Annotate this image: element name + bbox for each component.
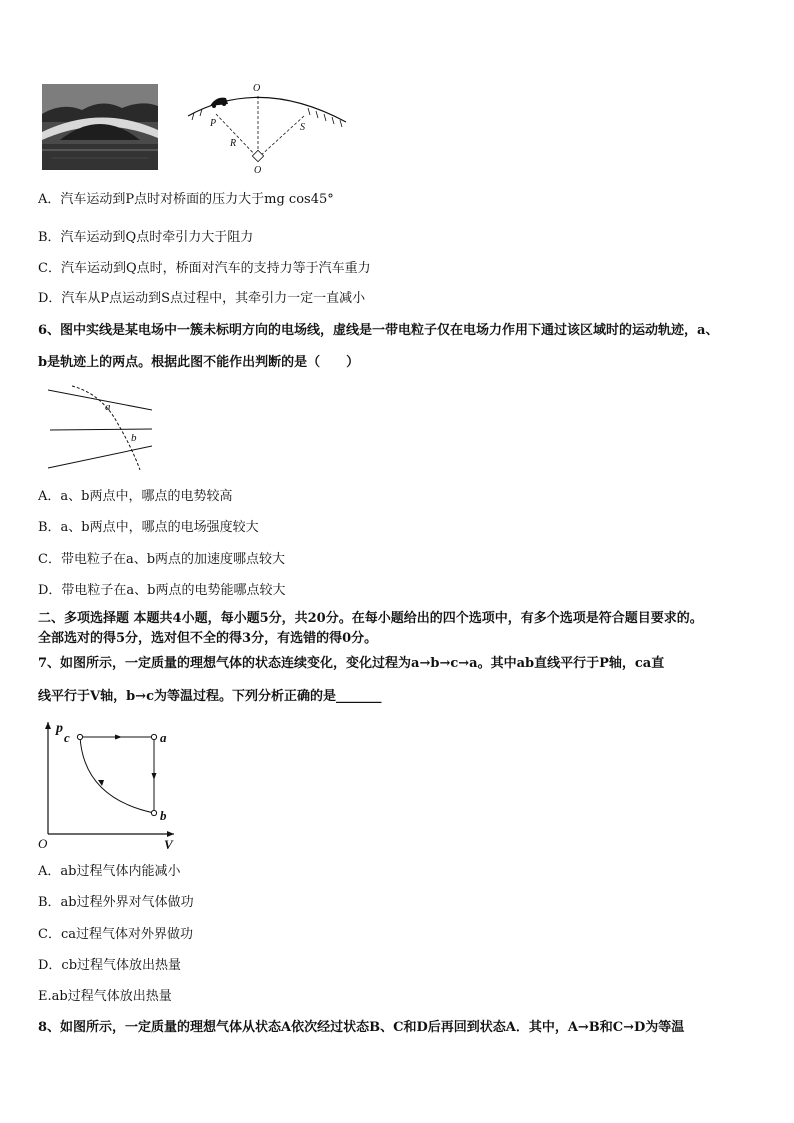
q7-option-b: B．ab过程外界对气体做功 bbox=[38, 895, 194, 910]
bridge-label-p: P bbox=[210, 118, 217, 129]
pv-label-o: O bbox=[38, 836, 48, 850]
q7-stem-line2: 线平行于V轴，b→c为等温过程。下列分析正确的是_______ bbox=[38, 689, 382, 704]
bridge-label-s: S bbox=[300, 122, 305, 133]
q6-option-b: B．a、b两点中，哪点的电场强度较大 bbox=[38, 520, 259, 535]
pv-label-c: c bbox=[64, 730, 70, 745]
pv-label-p: p bbox=[56, 721, 63, 736]
pv-label-a: a bbox=[160, 730, 167, 745]
q5-option-a: A．汽车运动到P点时对桥面的压力大于mg cos45° bbox=[38, 192, 334, 207]
q6-option-a: A．a、b两点中，哪点的电势较高 bbox=[38, 489, 233, 504]
section2-line2: 全部选对的得5分，选对但不全的得3分，有选错的得0分。 bbox=[38, 631, 378, 646]
q6-option-c: C．带电粒子在a、b两点的加速度哪点较大 bbox=[38, 552, 286, 567]
field-label-a: a bbox=[105, 401, 111, 413]
field-label-b: b bbox=[131, 432, 137, 444]
q7-option-d: D．cb过程气体放出热量 bbox=[38, 958, 182, 973]
q8-stem-line1: 8、如图所示，一定质量的理想气体从状态A依次经过状态B、C和D后再回到状态A．其中，A→B和C→D为等温 bbox=[38, 1020, 685, 1035]
q7-option-c: C．ca过程气体对外界做功 bbox=[38, 927, 193, 942]
bridge-photo bbox=[42, 84, 158, 170]
q5-option-b: B．汽车运动到Q点时牵引力大于阻力 bbox=[38, 230, 254, 245]
q5-option-c: C．汽车运动到Q点时，桥面对汽车的支持力等于汽车重力 bbox=[38, 261, 371, 276]
q7-stem-line1: 7、如图所示，一定质量的理想气体的状态连续变化，变化过程为a→b→c→a。其中ab直线平行于P轴，ca直 bbox=[38, 656, 665, 671]
pv-diagram bbox=[36, 716, 182, 850]
arch-bridge-diagram bbox=[186, 80, 350, 176]
bridge-label-o-bottom: O bbox=[254, 165, 262, 176]
q6-stem-line2: b是轨迹上的两点。根据此图不能作出判断的是（ ） bbox=[38, 355, 360, 370]
q7-option-a: A．ab过程气体内能减小 bbox=[38, 864, 181, 879]
q7-option-e: E.ab过程气体放出热量 bbox=[38, 989, 172, 1004]
pv-label-v: V bbox=[164, 837, 173, 850]
q6-stem-line1: 6、图中实线是某电场中一簇未标明方向的电场线，虚线是一带电粒子仅在电场力作用下通过该区域时的运动轨迹，a、 bbox=[38, 323, 719, 338]
field-lines-diagram bbox=[44, 384, 156, 474]
q5-option-d: D．汽车从P点运动到S点过程中，其牵引力一定一直减小 bbox=[38, 291, 366, 306]
q6-option-d: D．带电粒子在a、b两点的电势能哪点较大 bbox=[38, 583, 286, 598]
section2-line1: 二、多项选择题 本题共4小题，每小题5分，共20分。在每小题给出的四个选项中，有多个选项是符合题目要求的。 bbox=[38, 611, 703, 626]
bridge-label-o-top: O bbox=[253, 83, 261, 94]
pv-label-b: b bbox=[160, 808, 167, 823]
bridge-label-r: R bbox=[230, 138, 237, 149]
